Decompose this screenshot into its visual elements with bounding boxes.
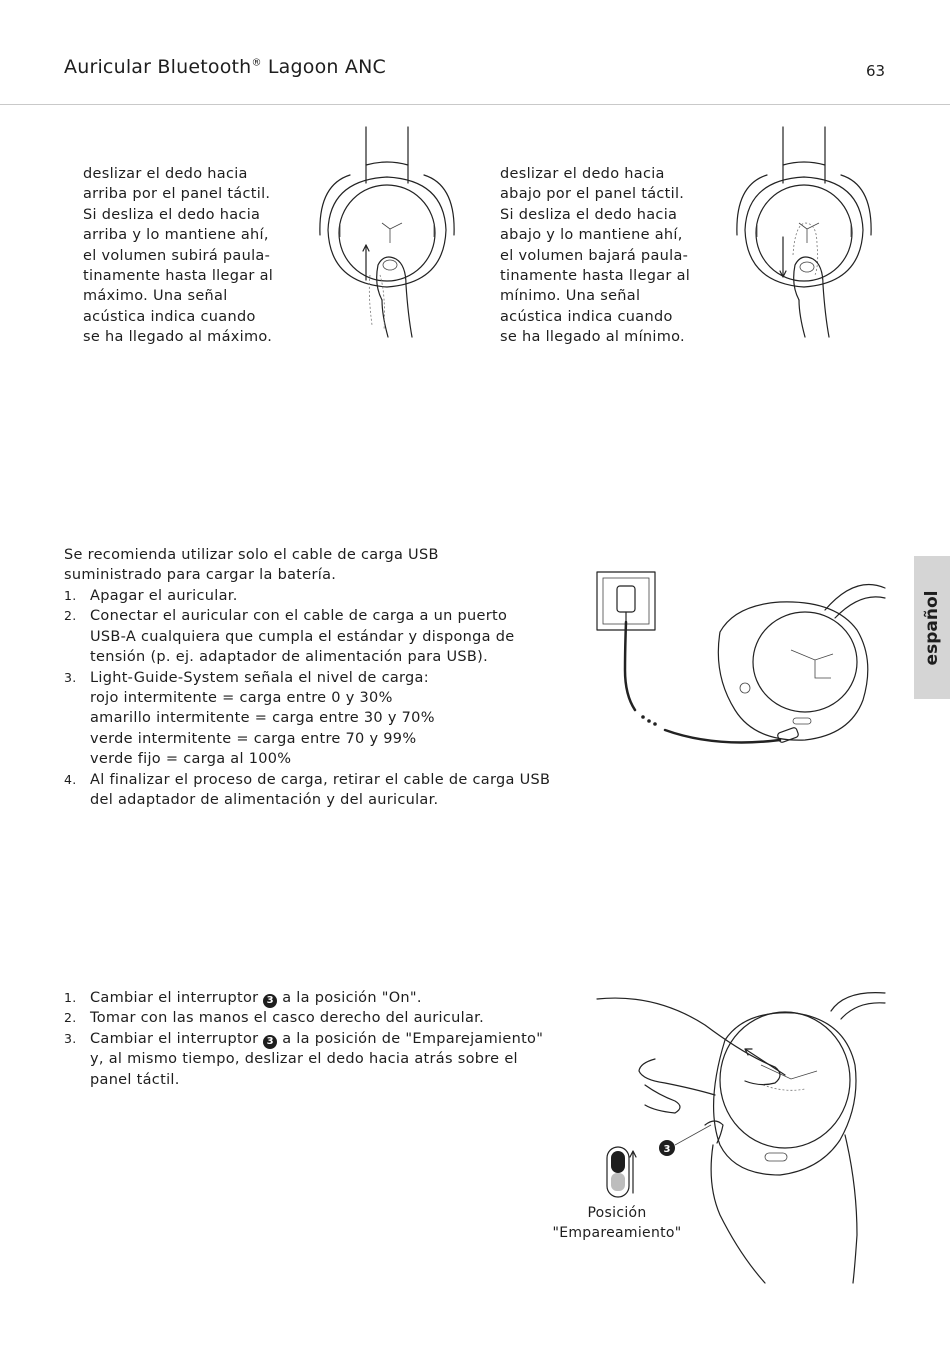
volume-up-illustration: [310, 125, 460, 340]
charging-intro: Se recomienda utilizar solo el cable de carga USB suministrado para cargar la batería.: [64, 547, 439, 584]
list-item: 1. Apagar el auricular.: [64, 588, 238, 604]
list-item: 1. Cambiar el interruptor 3 a la posición "On".: [64, 990, 422, 1006]
svg-text:3: 3: [663, 1144, 671, 1155]
pairing-steps: [64, 988, 584, 1090]
volume-down-illustration: [727, 125, 877, 340]
language-tab: español: [914, 556, 950, 699]
volume-up-text: deslizar el dedo hacia arriba por el panel táctil. Si desliza el dedo hacia arriba y lo mantiene ahí, el volumen subirá paula- tinamente hasta llegar al máximo. Una señal acústica indica cuando se ha llegado al máximo.: [83, 166, 274, 346]
charging-steps: [64, 586, 584, 810]
list-item: 3. Cambiar el interruptor 3 a la posición de "Emparejamiento" y, al mismo tiempo, deslizar el dedo hacia atrás sobre el panel táctil.: [64, 1030, 544, 1088]
volume-down-text: deslizar el dedo hacia abajo por el panel táctil. Si desliza el dedo hacia abajo y lo mantiene ahí, el volumen bajará paula- tinamente hasta llegar al mínimo. Una señal acústica indica cuando se ha llegado al mínimo.: [500, 166, 691, 346]
pairing-caption: Posición "Empareamiento": [552, 1205, 682, 1241]
header-divider: [0, 104, 950, 105]
switch-number-badge: 3: [263, 1035, 277, 1049]
page-number: 63: [866, 62, 886, 80]
list-item: 2. Conectar el auricular con el cable de carga a un puerto USB-A cualquiera que cumpla el estándar y disponga de tensión (p. ej. adaptador de alimentación para USB).: [64, 608, 515, 666]
list-item: 4. Al finalizar el proceso de carga, retirar el cable de carga USB del adaptador de alimentación y del auricular.: [64, 771, 551, 809]
switch-number-badge: 3: [263, 994, 277, 1008]
charging-illustration: [595, 570, 895, 755]
list-item: 2. Tomar con las manos el casco derecho del auricular.: [64, 1010, 484, 1027]
page-title: Auricular Bluetooth® Lagoon ANC: [64, 56, 386, 78]
list-item: 3. Light-Guide-System señala el nivel de carga: rojo intermitente = carga entre 0 y 30% amarillo intermitente = carga entre 30 y 70% verde intermitente = carga entre 70 y 99% verde fijo = carga al 100%: [64, 669, 435, 768]
